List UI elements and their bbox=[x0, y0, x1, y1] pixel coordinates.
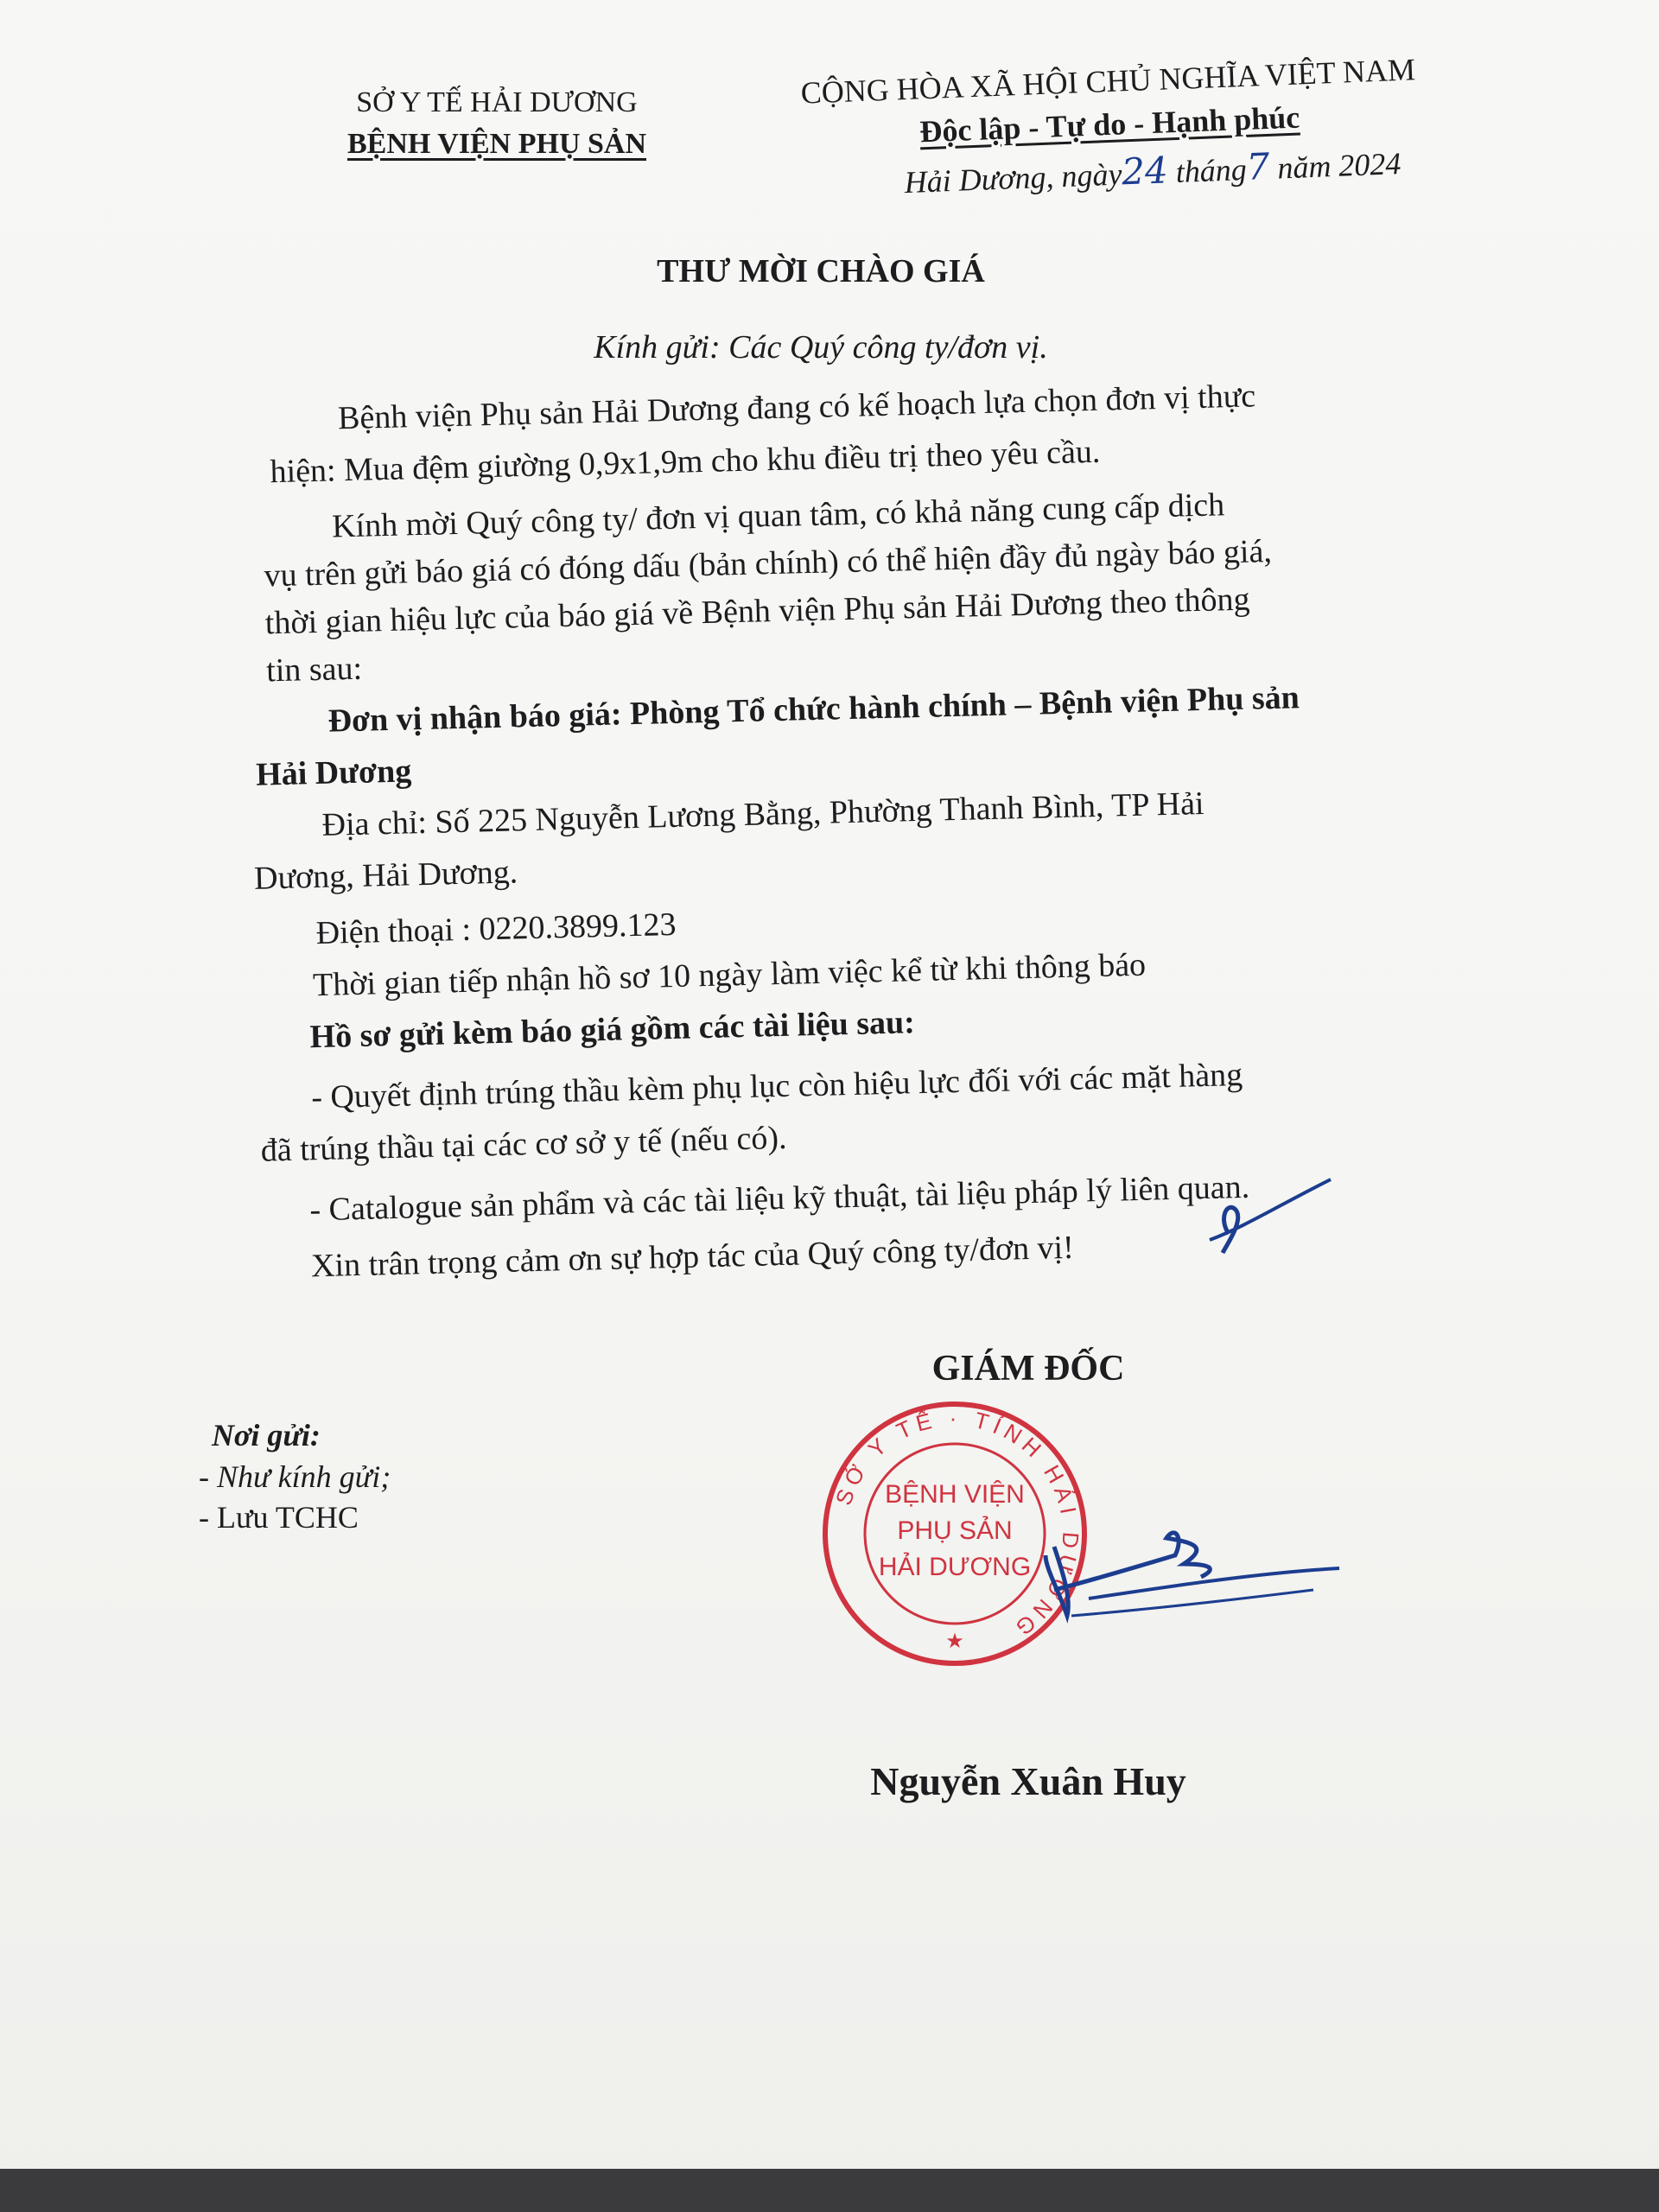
republic-title: CỘNG HÒA XÃ HỘI CHỦ NGHĨA VIỆT NAM bbox=[800, 52, 1416, 111]
salutation: Kính gửi: Các Quý công ty/đơn vị. bbox=[594, 329, 1048, 365]
recipient-unit-line1: Đơn vị nhận báo giá: Phòng Tổ chức hành chính – Bệnh viện Phụ sản bbox=[327, 679, 1300, 740]
document-title: THƯ MỜI CHÀO GIÁ bbox=[657, 253, 985, 289]
hospital-name: BỆNH VIỆN PHỤ SẢN bbox=[346, 128, 647, 160]
year-label: năm 2024 bbox=[1276, 146, 1402, 186]
paragraph2-line1: Kính mời Quý công ty/ đơn vị quan tâm, có khả năng cung cấp dịch bbox=[331, 486, 1225, 545]
handwritten-initial-mark bbox=[1201, 1158, 1339, 1262]
recipients-heading: Nơi gửi: bbox=[212, 1418, 321, 1452]
paragraph1-line1: Bệnh viện Phụ sản Hải Dương đang có kế hoạch lựa chọn đơn vị thực bbox=[337, 378, 1256, 437]
signer-name: Nguyễn Xuân Huy bbox=[870, 1759, 1186, 1803]
desk-background bbox=[0, 2169, 1659, 2212]
deadline-line: Thời gian tiếp nhận hồ sơ 10 ngày làm việc kể từ khi thông báo bbox=[312, 946, 1147, 1004]
recipient-item-1: - Như kính gửi; bbox=[199, 1459, 391, 1494]
date-line bbox=[904, 140, 1402, 201]
recipient-unit-line2: Hải Dương bbox=[255, 753, 412, 793]
paragraph2-line4: tin sau: bbox=[265, 650, 363, 690]
date-day: 24 bbox=[1121, 149, 1169, 194]
recipient-item-2: - Lưu TCHC bbox=[199, 1500, 359, 1535]
paragraph2-line2: vụ trên gửi báo giá có đóng dấu (bản chính) có thể hiện đầy đủ ngày báo giá, bbox=[264, 532, 1273, 594]
paragraph1-line2: hiện: Mua đệm giường 0,9x1,9m cho khu điều trị theo yêu cầu. bbox=[270, 433, 1101, 491]
stamp-line-3: HẢI DƯƠNG bbox=[878, 1553, 1032, 1581]
motto: Độc lập - Tự do - Hạnh phúc bbox=[918, 99, 1300, 149]
handwritten-signature bbox=[916, 1486, 1400, 1659]
paragraph2-line3: thời gian hiệu lực của báo giá về Bệnh viện Phụ sản Hải Dương theo thông bbox=[264, 581, 1250, 642]
stamp-line-2: PHỤ SẢN bbox=[897, 1516, 1013, 1545]
phone-line: Điện thoại : 0220.3899.123 bbox=[315, 906, 677, 952]
address-line2: Dương, Hải Dương. bbox=[253, 854, 518, 897]
date-prefix: Hải Dương, ngày bbox=[903, 156, 1123, 200]
stamp-star: ★ bbox=[945, 1630, 964, 1653]
documents-item1-line1: - Quyết định trúng thầu kèm phụ lục còn hiệu lực đối với các mặt hàng bbox=[310, 1056, 1243, 1116]
stamp-ring-text: SỞ Y TẾ · TỈNH HẢI DƯƠNG bbox=[830, 1404, 1084, 1644]
signer-title: GIÁM ĐỐC bbox=[931, 1349, 1125, 1389]
closing-line: Xin trân trọng cảm ơn sự hợp tác của Quý công ty/đơn vị! bbox=[310, 1229, 1075, 1285]
date-month: 7 bbox=[1245, 144, 1271, 188]
header-right bbox=[769, 9, 1449, 207]
month-label: tháng bbox=[1174, 151, 1248, 190]
documents-heading: Hồ sơ gửi kèm báo giá gồm các tài liệu sau: bbox=[309, 1004, 916, 1056]
department-name: SỞ Y TẾ HẢI DƯƠNG bbox=[356, 86, 638, 118]
address-line1: Địa chỉ: Số 225 Nguyễn Lương Bằng, Phường Thanh Bình, TP Hải bbox=[321, 785, 1205, 843]
documents-item2: - Catalogue sản phẩm và các tài liệu kỹ thuật, tài liệu pháp lý liên quan. bbox=[308, 1168, 1250, 1229]
documents-item1-line2: đã trúng thầu tại các cơ sở y tế (nếu có). bbox=[260, 1119, 788, 1169]
stamp-line-1: BỆNH VIỆN bbox=[885, 1480, 1025, 1509]
